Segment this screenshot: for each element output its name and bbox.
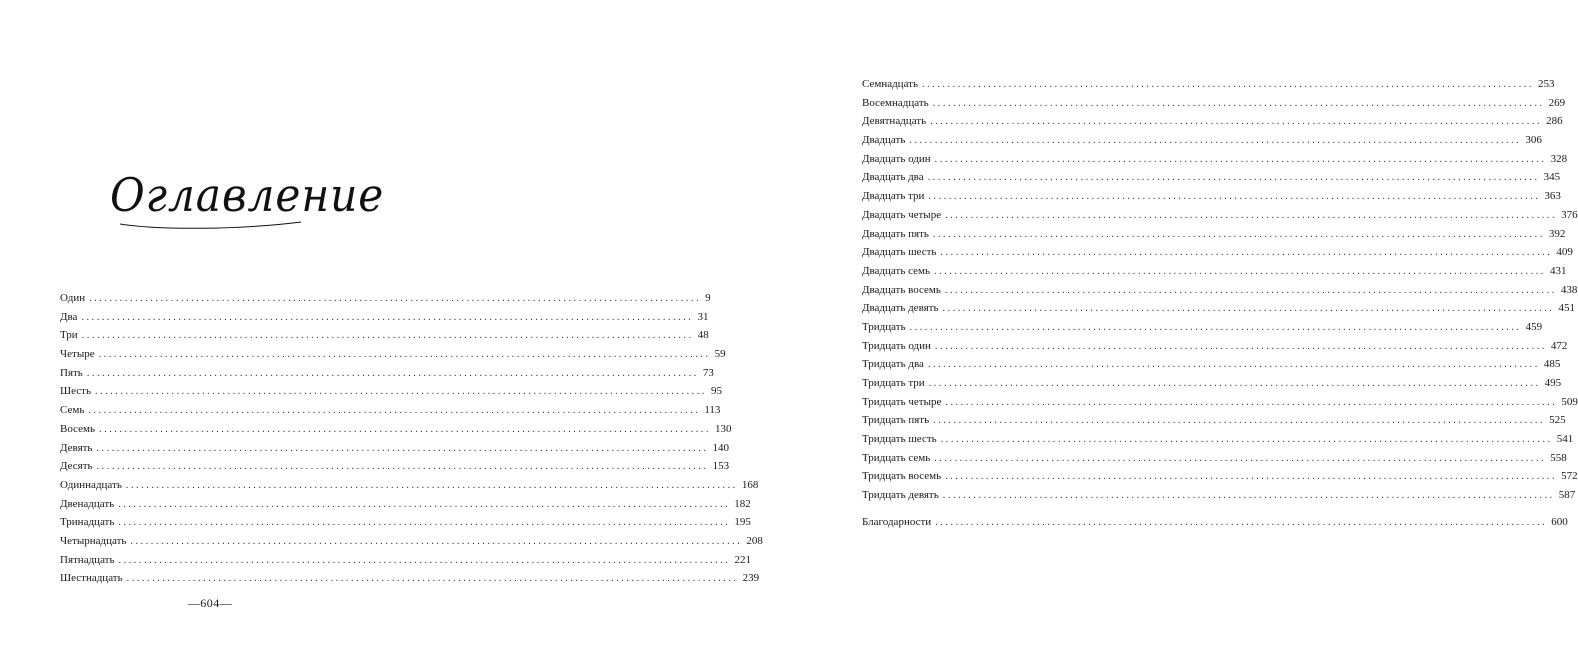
toc-leader-dots: ........................................................................................................................: [927, 359, 1540, 371]
toc-entry-label: Двадцать шесть: [862, 246, 937, 259]
toc-entry-label: Семнадцать: [862, 78, 918, 90]
toc-entry-label: Тридцать шесть: [862, 433, 937, 446]
toc-entry-label: Десять: [60, 460, 93, 473]
toc-leader-dots: ........................................................................................................................: [933, 265, 1546, 277]
toc-entry-label: Двадцать три: [862, 190, 925, 203]
toc-entry-label: Восемнадцать: [862, 96, 929, 109]
toc-leader-dots: ........................................................................................................................: [88, 405, 701, 417]
toc-entry-label: Тридцать девять: [862, 489, 939, 502]
toc-entry-page: 113: [704, 404, 721, 417]
toc-leader-dots: ........................................................................................................................: [96, 461, 709, 473]
toc-spacer: [862, 505, 1169, 513]
toc-entry-page: 541: [1556, 433, 1574, 446]
toc-leader-dots: ........................................................................................................................: [94, 386, 707, 398]
toc-entry[interactable]: [862, 337, 1568, 356]
toc-entry[interactable]: [60, 401, 721, 420]
toc-entry-page: 509: [1561, 395, 1578, 408]
toc-entry-label: Четырнадцать: [60, 534, 127, 547]
page-title: Оглавление: [110, 168, 385, 222]
toc-leader-dots: ........................................................................................................................: [945, 209, 1558, 221]
toc-leader-dots: ........................................................................................................................: [930, 116, 1543, 128]
toc-right-column: [862, 75, 1578, 532]
toc-entry-page: 587: [1558, 489, 1576, 502]
toc-leader-dots: ........................................................................................................................: [909, 321, 1522, 333]
toc-leader-dots: ........................................................................................................................: [927, 172, 1540, 184]
toc-leader-dots: ........................................................................................................................: [909, 135, 1522, 147]
page-number: —604—: [187, 596, 233, 610]
toc-entry-label: Шесть: [60, 385, 91, 398]
toc-leader-dots: ........................................................................................................................: [126, 573, 739, 585]
right-page: [410, 0, 1578, 661]
toc-entry-page: 153: [712, 460, 730, 473]
toc-entry[interactable]: [862, 430, 1574, 449]
toc-entry-label: Двадцать девять: [862, 302, 939, 315]
toc-entry-label: Двадцать семь: [862, 264, 930, 277]
toc-entry[interactable]: [862, 225, 1566, 244]
toc-entry[interactable]: [60, 420, 732, 439]
toc-entry-label: Пятнадцать: [60, 553, 115, 566]
toc-leader-dots: ........................................................................................................................: [130, 535, 743, 547]
toc-entry-page: 525: [1549, 414, 1566, 427]
toc-entry-page: 182: [734, 497, 751, 510]
toc-entry[interactable]: [862, 94, 1566, 113]
toc-entry[interactable]: [60, 439, 729, 458]
toc-leader-dots: ........................................................................................................................: [922, 79, 1534, 90]
toc-entry[interactable]: [60, 551, 751, 570]
toc-entry-label: Тридцать: [862, 320, 906, 333]
toc-entry-page: 376: [1561, 208, 1578, 221]
toc-entry-page: 306: [1525, 134, 1542, 147]
toc-leader-dots: ........................................................................................................................: [89, 293, 702, 304]
toc-entry-label: Тридцать три: [862, 377, 925, 389]
toc-leader-dots: ........................................................................................................................: [928, 191, 1541, 203]
toc-entry-label: Тридцать восемь: [862, 470, 942, 483]
toc-entry-page: 363: [1544, 190, 1561, 203]
toc-leader-dots: ........................................................................................................................: [96, 442, 709, 454]
toc-entry-label: Три: [60, 329, 78, 342]
toc-entry[interactable]: [862, 150, 1568, 169]
toc-leader-dots: ........................................................................................................................: [932, 97, 1545, 109]
toc-entry-page: 345: [1543, 171, 1561, 184]
toc-leader-dots: ........................................................................................................................: [945, 396, 1558, 408]
toc-leader-dots: ........................................................................................................................: [934, 153, 1547, 165]
toc-leader-dots: ........................................................................................................................: [940, 247, 1553, 259]
toc-entry[interactable]: [60, 457, 730, 476]
toc-entry[interactable]: [862, 513, 1568, 532]
toc-entry-page: 59: [714, 348, 726, 361]
toc-entry-label: Двадцать пять: [862, 227, 929, 240]
toc-entry-label: Одиннадцать: [60, 478, 122, 491]
toc-entry-page: 168: [741, 478, 759, 491]
toc-leader-dots: ........................................................................................................................: [118, 554, 731, 566]
toc-entry[interactable]: [60, 532, 763, 551]
toc-entry-page: 208: [746, 534, 763, 547]
toc-entry-page: 253: [1538, 78, 1555, 90]
toc-entry[interactable]: [60, 476, 759, 495]
toc-entry[interactable]: [862, 486, 1576, 505]
toc-entry-page: 48: [697, 329, 709, 342]
toc-entry[interactable]: [862, 131, 1542, 150]
toc-leader-dots: ........................................................................................................................: [944, 284, 1557, 296]
toc-entry-label: Двадцать восемь: [862, 283, 941, 296]
toc-leader-dots: ........................................................................................................................: [86, 367, 699, 379]
toc-entry[interactable]: [60, 513, 751, 532]
toc-leader-dots: ........................................................................................................................: [81, 311, 694, 323]
toc-entry-page: 459: [1525, 320, 1543, 333]
toc-entry-label: Два: [60, 310, 78, 323]
toc-leader-dots: ........................................................................................................................: [125, 479, 738, 491]
toc-entry-page: 195: [734, 516, 751, 529]
toc-leader-dots: ........................................................................................................................: [945, 471, 1558, 483]
toc-entry[interactable]: [862, 393, 1578, 412]
toc-leader-dots: ........................................................................................................................: [81, 330, 694, 342]
toc-left-column: [60, 289, 763, 588]
toc-entry-page: 438: [1560, 283, 1578, 296]
toc-entry[interactable]: [60, 308, 709, 327]
toc-entry-label: Двенадцать: [60, 497, 115, 510]
toc-entry-page: 495: [1544, 377, 1562, 389]
toc-entry-page: 95: [710, 385, 722, 398]
toc-leader-dots: ........................................................................................................................: [98, 349, 711, 361]
toc-entry-label: Двадцать два: [862, 171, 924, 184]
toc-entry-label: Тринадцать: [60, 516, 115, 529]
toc-entry-label: Тридцать один: [862, 339, 931, 352]
toc-entry-label: Восемь: [60, 422, 95, 435]
toc-entry[interactable]: [862, 299, 1576, 318]
toc-entry[interactable]: [862, 243, 1573, 262]
toc-entry-label: Пять: [60, 366, 83, 379]
toc-entry-label: Тридцать пять: [862, 414, 930, 427]
toc-entry[interactable]: [60, 326, 709, 345]
toc-entry[interactable]: [862, 411, 1566, 430]
toc-entry-label: Семь: [60, 404, 85, 417]
toc-entry-page: 73: [702, 366, 714, 379]
toc-entry-page: 286: [1546, 115, 1563, 128]
toc-entry[interactable]: [862, 168, 1561, 187]
toc-entry-page: 31: [697, 310, 709, 323]
toc-entry[interactable]: [60, 495, 751, 514]
left-page: [0, 0, 763, 661]
toc-leader-dots: ........................................................................................................................: [942, 303, 1555, 315]
toc-leader-dots: ........................................................................................................................: [118, 498, 731, 510]
toc-entry[interactable]: [862, 75, 1555, 94]
toc-leader-dots: ........................................................................................................................: [932, 228, 1545, 240]
toc-entry-page: 431: [1549, 264, 1567, 277]
toc-entry[interactable]: [862, 112, 1563, 131]
toc-entry-label: Тридцать семь: [862, 451, 931, 464]
toc-entry-label: Двадцать четыре: [862, 208, 942, 221]
toc-entry-label: Тридцать два: [862, 358, 924, 371]
toc-entry-page: 451: [1558, 302, 1576, 315]
toc-entry-label: Двадцать: [862, 134, 906, 147]
toc-entry-page: 392: [1548, 227, 1566, 240]
toc-entry[interactable]: [862, 187, 1561, 206]
toc-entry[interactable]: [862, 374, 1562, 393]
toc-entry[interactable]: [60, 364, 714, 383]
toc-entry[interactable]: [862, 262, 1567, 281]
toc-entry[interactable]: [60, 289, 711, 308]
toc-entry-page: 9: [705, 292, 711, 304]
toc-leader-dots: ........................................................................................................................: [935, 516, 1548, 528]
toc-entry-label: Девятнадцать: [862, 115, 927, 128]
toc-entry-label: Четыре: [60, 348, 95, 361]
toc-entry-label: Тридцать четыре: [862, 395, 942, 408]
toc-entry-label: Шестнадцать: [60, 572, 123, 585]
toc-entry-page: 140: [712, 441, 729, 454]
toc-entry[interactable]: [862, 281, 1578, 300]
toc-leader-dots: ........................................................................................................................: [942, 490, 1555, 502]
toc-entry-label: Благодарности: [862, 515, 932, 528]
toc-leader-dots: ........................................................................................................................: [928, 378, 1541, 389]
toc-leader-dots: ........................................................................................................................: [118, 517, 731, 529]
toc-entry-page: 558: [1550, 451, 1567, 464]
toc-entry[interactable]: [862, 355, 1561, 374]
toc-leader-dots: ........................................................................................................................: [99, 423, 711, 435]
toc-entry-page: 472: [1550, 339, 1568, 352]
toc-entry-label: Двадцать один: [862, 152, 931, 165]
toc-entry[interactable]: [862, 206, 1578, 225]
toc-entry-page: 600: [1551, 515, 1568, 528]
toc-leader-dots: ........................................................................................................................: [933, 415, 1546, 427]
toc-entry[interactable]: [60, 345, 726, 364]
toc-entry[interactable]: [862, 449, 1567, 468]
toc-entry-page: 221: [734, 553, 751, 566]
toc-entry[interactable]: [862, 318, 1543, 337]
title-flourish-icon: [118, 186, 303, 231]
toc-entry[interactable]: [60, 382, 722, 401]
toc-entry-page: 572: [1561, 470, 1578, 483]
toc-entry-page: 130: [715, 422, 732, 435]
toc-entry[interactable]: [862, 467, 1578, 486]
toc-entry-label: Девять: [60, 441, 93, 454]
toc-entry-label: Один: [60, 292, 86, 304]
toc-entry-page: 328: [1550, 152, 1568, 165]
toc-entry-page: 485: [1543, 358, 1561, 371]
toc-entry-page: 409: [1556, 246, 1573, 259]
toc-leader-dots: ........................................................................................................................: [934, 340, 1547, 352]
toc-leader-dots: ........................................................................................................................: [934, 452, 1547, 464]
toc-entry-page: 269: [1548, 96, 1566, 109]
toc-entry[interactable]: [60, 569, 760, 588]
toc-entry-page: 239: [742, 572, 760, 585]
toc-leader-dots: ........................................................................................................................: [940, 434, 1553, 446]
